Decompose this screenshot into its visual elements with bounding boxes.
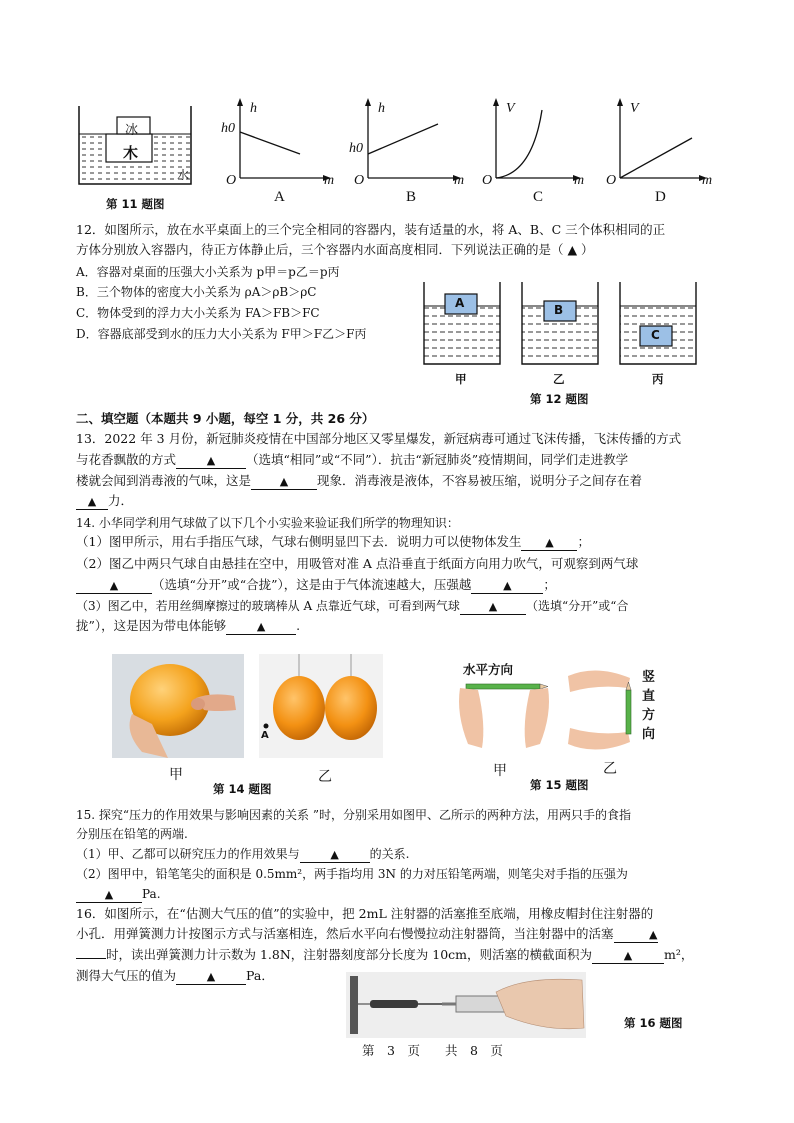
q14-line-1: 14. 小华同学利用气球做了以下几个小实验来验证我们所学的物理知识：	[76, 516, 459, 530]
q15-line-5b: Pa.	[142, 887, 161, 901]
q13-line-2	[76, 451, 628, 469]
q14-line-5a: （3）图乙中，若用丝绸摩擦过的玻璃棒从 A 点靠近气球，可看到两气球	[76, 599, 460, 613]
two-balloons-photo	[259, 654, 383, 758]
graph-d-letter: D	[655, 189, 666, 205]
graph-b-xlabel: m	[454, 173, 465, 188]
point-a-label: A	[261, 730, 269, 741]
q15-line-3	[76, 845, 409, 863]
syringe-photo	[346, 972, 586, 1038]
syringe-illustration	[346, 972, 586, 1038]
graph-a-xlabel: m	[324, 173, 335, 188]
fig15-label-jia: 甲	[493, 763, 507, 779]
graph-b-ylabel: h	[378, 101, 385, 116]
q13-line-4b: 力．	[108, 493, 134, 508]
pencil-vertical-hands	[566, 664, 654, 756]
q12-option-a: A．容器对桌面的压强大小关系为 p甲＝p乙＝p丙	[76, 265, 340, 279]
graph-a-intercept: h0	[221, 121, 235, 136]
water-label: 水	[177, 168, 190, 182]
q13-line-1: 13．2022 年 3 月份，新冠肺炎疫情在中国部分地区又零星爆发，新冠病毒可通过飞沫传播，飞沫传播的方式	[76, 431, 682, 446]
q15-line-2: 分别压在铅笔的两端.	[76, 827, 188, 841]
graph-c	[476, 96, 590, 192]
q14-line-4c: ；	[543, 577, 556, 592]
q13-blank-3[interactable]: ▲	[76, 493, 108, 510]
q16-line-4a: 测得大气压的值为	[76, 968, 177, 983]
graph-a-ylabel: h	[250, 101, 257, 116]
graph-c-letter: C	[533, 189, 544, 205]
fig14-caption: 第 14 题图	[213, 782, 272, 796]
graph-a	[218, 96, 338, 192]
q13-blank-2[interactable]: ▲	[251, 473, 317, 490]
q16-line-2a: 小孔．用弹簧测力计按图示方式与活塞相连，然后水平向右慢慢拉动注射器筒，当注射器中的活塞	[76, 926, 614, 941]
wood-label: 木	[123, 144, 139, 162]
q15-line-1: 15. 探究“压力的作用效果与影响因素的关系 ”时，分别采用如图甲、乙所示的两种方法，用两只手的食指	[76, 808, 631, 822]
graph-b-letter: B	[406, 189, 417, 205]
q16-blank-1a[interactable]: ▲	[614, 926, 658, 943]
graph-d-xlabel: m	[702, 173, 713, 188]
q14-line-4b: （选填“分开”或“合拢”），这是由于气体流速越大，压强越	[152, 577, 472, 592]
q16-blank-1b[interactable]	[76, 958, 106, 959]
q14-blank-4[interactable]: ▲	[460, 599, 526, 615]
q14-line-2a: （1）图甲所示，用右手指压气球，气球右侧明显凹下去．说明力可以使物体发生	[76, 534, 522, 549]
q15-line-3a: （1）甲、乙都可以研究压力的作用效果与	[76, 847, 300, 861]
container-label-jia: 甲	[455, 372, 467, 386]
q15-line-3b: 的关系.	[369, 847, 410, 861]
q14-line-6b: .	[296, 618, 301, 633]
q13-line-3a: 楼就会闻到消毒液的气味，这是	[76, 473, 252, 488]
q14-line-4	[76, 576, 556, 594]
q15-line-4: （2）图甲中，铅笔笔尖的面积是 0.5mm²，两手指均用 3N 的力对压铅笔两端，则笔尖对手指的压强为	[76, 867, 628, 881]
fig14-label-yi: 乙	[318, 769, 332, 785]
fig14-label-jia: 甲	[169, 767, 183, 783]
q16-line-2	[76, 925, 658, 943]
q15-line-5	[76, 885, 161, 903]
q16-line-4b: Pa．	[246, 968, 274, 983]
graph-b-intercept: h0	[349, 141, 363, 156]
q13-line-2b: （选填“相同”或“不同”）．抗击“新冠肺炎”疫情期间，同学们走进教学	[246, 452, 629, 467]
q14-blank-2[interactable]: ▲	[76, 577, 152, 594]
graph-c-ylabel: V	[506, 101, 515, 116]
graph-a-letter: A	[274, 189, 285, 205]
q16-line-4	[76, 967, 274, 985]
block-b-label: B	[554, 303, 564, 317]
q14-line-2b: ；	[577, 534, 590, 549]
q14-blank-5[interactable]: ▲	[226, 618, 296, 635]
q13-line-4	[76, 492, 133, 510]
q14-line-3: （2）图乙中两只气球自由悬挂在空中，用吸管对准 A 点沿垂直于纸面方向用力吹气，可观察到两气球	[76, 556, 639, 571]
fig12-caption: 第 12 题图	[530, 392, 589, 406]
q14-blank-1[interactable]: ▲	[521, 534, 577, 551]
balloon-press-illustration	[112, 654, 244, 758]
graph-b-origin: O	[354, 173, 365, 188]
container-label-bing: 丙	[652, 372, 664, 386]
block-c-label: C	[651, 328, 660, 342]
fig11-caption: 第 11 题图	[106, 197, 165, 211]
page-footer: 第 3 页 共 8 页	[362, 1043, 503, 1058]
ice-label: 冰	[125, 123, 139, 138]
fig15-caption: 第 15 题图	[530, 778, 589, 792]
q13-line-2a: 与花香飘散的方式	[76, 452, 177, 467]
q12-option-d: D．容器底部受到水的压力大小关系为 F甲＞F乙＞F丙	[76, 327, 367, 341]
q16-line-3c: m²，	[664, 947, 694, 962]
q14-line-6a: 拢”），这是因为带电体能够	[76, 618, 227, 633]
q14-line-5b: （选填“分开”或“合	[525, 599, 629, 613]
pencil-horizontal-hands	[456, 674, 552, 756]
q14-blank-3[interactable]: ▲	[471, 577, 543, 594]
q16-line-3b: 时，读出弹簧测力计示数为 1.8N，注射器刻度部分长度为 10cm，则活塞的横截面积为	[106, 947, 593, 962]
q16-blank-3[interactable]: ▲	[176, 968, 246, 985]
section-2-heading: 二、填空题（本题共 9 小题，每空 1 分，共 26 分）	[76, 411, 375, 426]
q12-option-b: B．三个物体的密度大小关系为 ρA＞ρB＞ρC	[76, 285, 317, 299]
graph-b	[346, 96, 470, 192]
graph-d-origin: O	[606, 173, 617, 188]
q13-line-3	[76, 472, 642, 490]
horizontal-direction-label: 水平方向	[463, 662, 514, 677]
q15-blank-2[interactable]: ▲	[76, 887, 142, 903]
graph-c-xlabel: m	[574, 173, 585, 188]
q14-line-5	[76, 597, 628, 615]
two-balloons-illustration	[259, 654, 383, 758]
q12-stem-1: 12．如图所示，放在水平桌面上的三个完全相同的容器内，装有适量的水，将 A、B、C 三个体积相同的正	[76, 222, 666, 237]
balloon-press-photo	[112, 654, 244, 758]
graph-d-ylabel: V	[630, 101, 639, 116]
graph-a-origin: O	[226, 173, 237, 188]
q12-containers	[416, 280, 706, 370]
graph-c-origin: O	[482, 173, 493, 188]
q14-line-2	[76, 533, 590, 551]
q15-blank-1[interactable]: ▲	[300, 847, 370, 863]
vertical-direction-label: 竖 直 方 向	[642, 670, 656, 742]
fig15-label-yi: 乙	[603, 761, 617, 777]
container-label-yi: 乙	[553, 372, 565, 386]
q16-line-1: 16．如图所示，在“估测大气压的值”的实验中，把 2mL 注射器的活塞推至底端，用橡皮帽封住注射器的	[76, 906, 654, 921]
q16-line-3	[76, 946, 693, 964]
q16-blank-2[interactable]: ▲	[592, 947, 664, 964]
q12-stem-2: 方体分别放入容器内，待正方体静止后，三个容器内水面高度相同．下列说法正确的是（ ▲ ）	[76, 242, 594, 257]
fig16-caption: 第 16 题图	[624, 1016, 683, 1030]
q13-line-3b: 现象．消毒液是液体，不容易被压缩，说明分子之间存在着	[317, 473, 643, 488]
block-a-label: A	[455, 296, 465, 310]
q13-blank-1[interactable]: ▲	[176, 452, 246, 469]
graph-d	[598, 96, 722, 192]
q14-line-6	[76, 617, 300, 635]
q12-option-c: C．物体受到的浮力大小关系为 FA＞FB＞FC	[76, 306, 320, 320]
